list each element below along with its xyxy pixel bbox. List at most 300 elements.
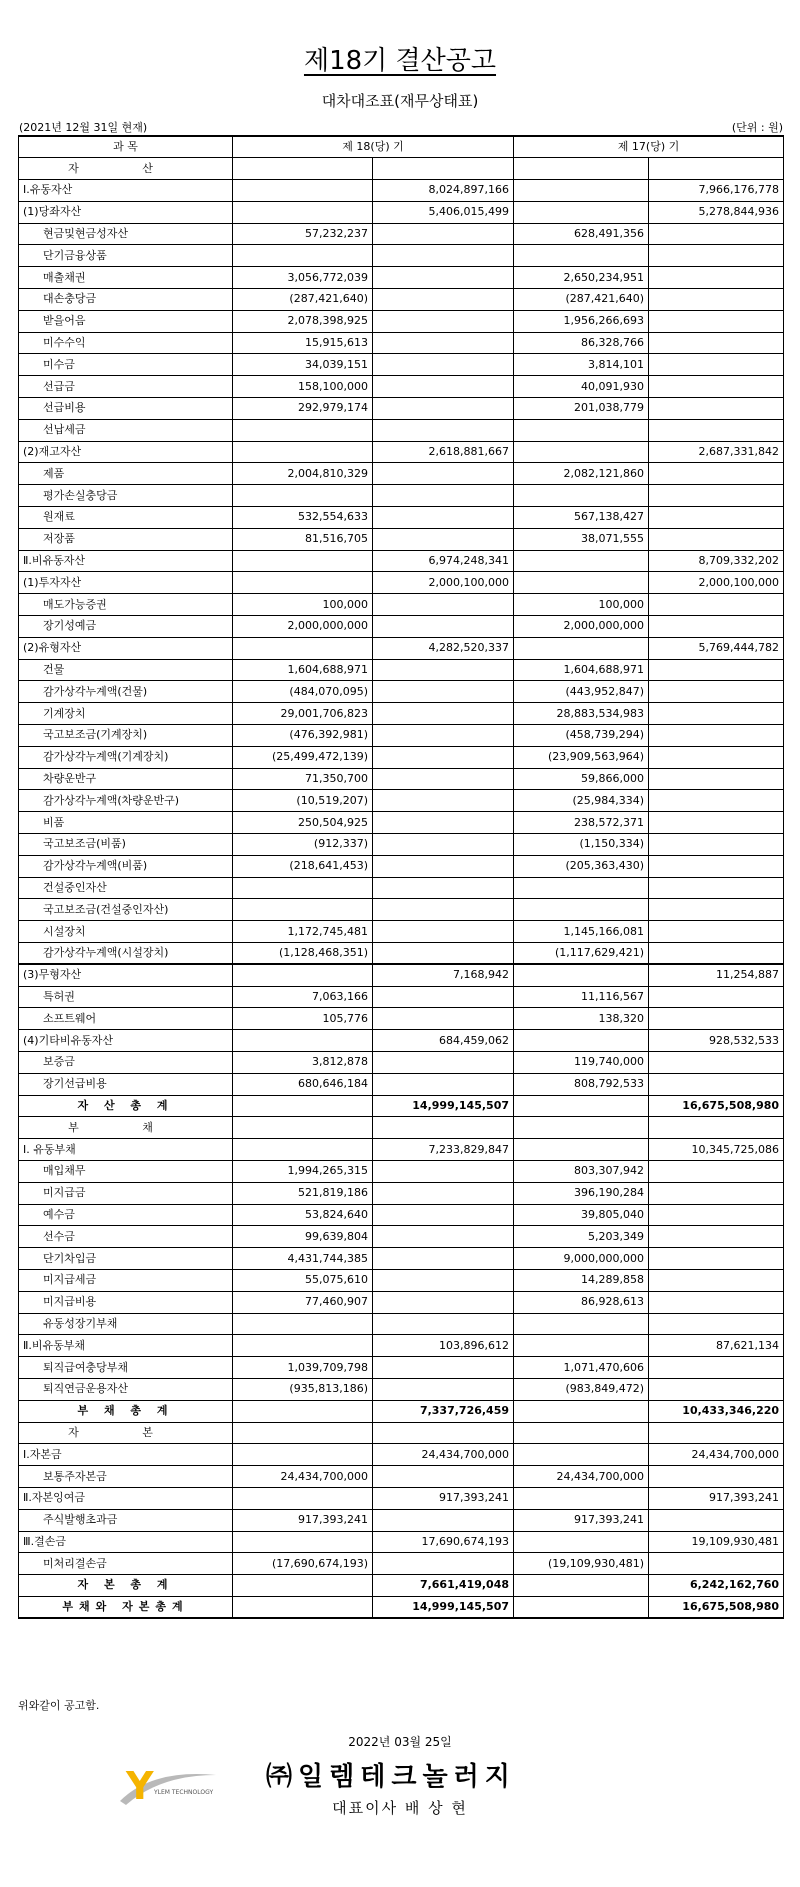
current-subtotal [373, 1248, 514, 1270]
account-name: (3)무형자산 [19, 964, 233, 986]
current-subtotal [373, 921, 514, 943]
current-subtotal [373, 1204, 514, 1226]
prior-subtotal [649, 1182, 784, 1204]
current-detail: 292,979,174 [233, 398, 373, 420]
table-row [19, 942, 784, 964]
table-row [19, 1378, 784, 1400]
prior-subtotal [649, 1378, 784, 1400]
current-detail: 77,460,907 [233, 1291, 373, 1313]
account-name: Ⅱ.비유동자산 [19, 550, 233, 572]
table-row [19, 310, 784, 332]
table-row [19, 681, 784, 703]
account-name: 자 본 총 계 [19, 1575, 233, 1597]
account-name: 미처리결손금 [19, 1553, 233, 1575]
announcement-date: 2022년 03월 25일 [348, 1735, 452, 1749]
current-subtotal [373, 834, 514, 856]
account-name: Ⅰ. 유동부채 [19, 1139, 233, 1161]
account-name: 자 산 [19, 158, 233, 180]
prior-subtotal: 6,242,162,760 [649, 1575, 784, 1597]
prior-subtotal [649, 376, 784, 398]
table-row [19, 1444, 784, 1466]
prior-detail: 86,928,613 [514, 1291, 649, 1313]
current-subtotal [373, 1160, 514, 1182]
prior-subtotal [649, 1357, 784, 1379]
current-subtotal: 2,000,100,000 [373, 572, 514, 594]
account-name: 예수금 [19, 1204, 233, 1226]
account-name: (2)재고자산 [19, 441, 233, 463]
prior-detail [514, 1117, 649, 1139]
prior-subtotal [649, 1291, 784, 1313]
prior-subtotal [649, 986, 784, 1008]
current-subtotal [373, 986, 514, 1008]
prior-subtotal: 11,254,887 [649, 964, 784, 986]
account-name: 선수금 [19, 1226, 233, 1248]
current-subtotal [373, 158, 514, 180]
current-subtotal: 8,024,897,166 [373, 180, 514, 202]
current-detail [233, 158, 373, 180]
account-name: 원재료 [19, 507, 233, 529]
account-name: 부 채 [19, 1117, 233, 1139]
current-detail [233, 964, 373, 986]
account-name: 감가상각누계액(비품) [19, 855, 233, 877]
table-row [19, 441, 784, 463]
page-title: 제18기 결산공고 [303, 46, 497, 76]
current-detail: 24,434,700,000 [233, 1466, 373, 1488]
current-detail [233, 1487, 373, 1509]
prior-detail: (205,363,430) [514, 855, 649, 877]
current-detail: (218,641,453) [233, 855, 373, 877]
prior-detail [514, 1139, 649, 1161]
current-detail: (17,690,674,193) [233, 1553, 373, 1575]
total-row [19, 1596, 784, 1618]
current-detail: (484,070,095) [233, 681, 373, 703]
account-name: 단기차입금 [19, 1248, 233, 1270]
table-row [19, 1051, 784, 1073]
account-name: 건물 [19, 659, 233, 681]
current-detail: 1,039,709,798 [233, 1357, 373, 1379]
account-name: 미수수익 [19, 332, 233, 354]
prior-detail [514, 550, 649, 572]
current-subtotal [373, 354, 514, 376]
current-detail [233, 550, 373, 572]
current-subtotal [373, 1553, 514, 1575]
table-row [19, 899, 784, 921]
prior-detail: 59,866,000 [514, 768, 649, 790]
prior-detail: (983,849,472) [514, 1378, 649, 1400]
account-name: Ⅰ.자본금 [19, 1444, 233, 1466]
current-detail [233, 1596, 373, 1618]
balance-sheet-table [18, 135, 784, 1619]
prior-detail: (1,150,334) [514, 834, 649, 856]
table-row [19, 1466, 784, 1488]
table-row [19, 877, 784, 899]
current-detail: 4,431,744,385 [233, 1248, 373, 1270]
current-detail [233, 1400, 373, 1422]
account-name: 감가상각누계액(기계장치) [19, 746, 233, 768]
prior-subtotal [649, 398, 784, 420]
prior-subtotal [649, 310, 784, 332]
prior-subtotal [649, 921, 784, 943]
current-subtotal: 7,168,942 [373, 964, 514, 986]
current-detail: 71,350,700 [233, 768, 373, 790]
prior-subtotal [649, 1117, 784, 1139]
table-row [19, 550, 784, 572]
table-row [19, 790, 784, 812]
table-row [19, 354, 784, 376]
current-subtotal [373, 1466, 514, 1488]
current-subtotal [373, 855, 514, 877]
current-detail [233, 1531, 373, 1553]
table-row [19, 1073, 784, 1095]
account-name: 국고보조금(비품) [19, 834, 233, 856]
prior-subtotal [649, 1269, 784, 1291]
current-subtotal [373, 245, 514, 267]
prior-subtotal [649, 1553, 784, 1575]
prior-subtotal: 8,709,332,202 [649, 550, 784, 572]
account-name: 저장품 [19, 528, 233, 550]
current-subtotal: 5,406,015,499 [373, 201, 514, 223]
account-name: 퇴직연금운용자산 [19, 1378, 233, 1400]
prior-detail: 1,956,266,693 [514, 310, 649, 332]
account-name: 특허권 [19, 986, 233, 1008]
current-subtotal [373, 267, 514, 289]
prior-detail [514, 441, 649, 463]
total-row [19, 1400, 784, 1422]
current-subtotal [373, 942, 514, 964]
account-name: Ⅰ.유동자산 [19, 180, 233, 202]
current-subtotal [373, 463, 514, 485]
current-subtotal [373, 1226, 514, 1248]
account-name: Ⅱ.비유동부채 [19, 1335, 233, 1357]
current-subtotal [373, 376, 514, 398]
prior-subtotal [649, 528, 784, 550]
current-detail: (912,337) [233, 834, 373, 856]
account-name: 부채와 자본총계 [19, 1596, 233, 1618]
prior-detail: 28,883,534,983 [514, 703, 649, 725]
table-row [19, 376, 784, 398]
current-detail: 3,056,772,039 [233, 267, 373, 289]
prior-subtotal: 5,278,844,936 [649, 201, 784, 223]
account-name: 차량운반구 [19, 768, 233, 790]
current-subtotal [373, 681, 514, 703]
prior-detail: (1,117,629,421) [514, 942, 649, 964]
prior-subtotal [649, 703, 784, 725]
logo-text: YLEM TECHNOLOGY [154, 1789, 214, 1796]
prior-detail: 2,650,234,951 [514, 267, 649, 289]
prior-detail [514, 899, 649, 921]
account-name: 주식발행초과금 [19, 1509, 233, 1531]
account-name: 기계장치 [19, 703, 233, 725]
current-subtotal [373, 310, 514, 332]
current-subtotal [373, 223, 514, 245]
prior-subtotal [649, 1226, 784, 1248]
current-detail [233, 1335, 373, 1357]
current-subtotal [373, 1313, 514, 1335]
current-subtotal [373, 398, 514, 420]
unit-label: (단위 : 원) [731, 121, 783, 134]
current-subtotal [373, 1182, 514, 1204]
table-row [19, 812, 784, 834]
current-detail: 53,824,640 [233, 1204, 373, 1226]
table-row [19, 1313, 784, 1335]
current-subtotal [373, 790, 514, 812]
current-subtotal: 2,618,881,667 [373, 441, 514, 463]
prior-subtotal [649, 463, 784, 485]
prior-subtotal [649, 1204, 784, 1226]
current-detail: 1,172,745,481 [233, 921, 373, 943]
account-name: 대손충당금 [19, 289, 233, 311]
current-detail: 3,812,878 [233, 1051, 373, 1073]
current-detail: 99,639,804 [233, 1226, 373, 1248]
prior-detail: 1,145,166,081 [514, 921, 649, 943]
current-detail [233, 1030, 373, 1052]
prior-subtotal: 10,433,346,220 [649, 1400, 784, 1422]
current-subtotal [373, 594, 514, 616]
table-row [19, 768, 784, 790]
current-subtotal: 7,233,829,847 [373, 1139, 514, 1161]
prior-detail: 38,071,555 [514, 528, 649, 550]
account-name: 부 채 총 계 [19, 1400, 233, 1422]
account-name: (1)투자자산 [19, 572, 233, 594]
account-name: 매입채무 [19, 1160, 233, 1182]
section-row [19, 158, 784, 180]
prior-subtotal [649, 1466, 784, 1488]
account-name: 유동성장기부채 [19, 1313, 233, 1335]
account-name: 장기성예금 [19, 616, 233, 638]
current-subtotal [373, 877, 514, 899]
table-row [19, 180, 784, 202]
prior-subtotal [649, 942, 784, 964]
table-row [19, 746, 784, 768]
prior-detail [514, 158, 649, 180]
current-subtotal [373, 659, 514, 681]
current-detail: (25,499,472,139) [233, 746, 373, 768]
account-name: 미지급비용 [19, 1291, 233, 1313]
prior-detail: 628,491,356 [514, 223, 649, 245]
prior-detail: 808,792,533 [514, 1073, 649, 1095]
prior-subtotal [649, 289, 784, 311]
table-row [19, 921, 784, 943]
current-subtotal [373, 1051, 514, 1073]
prior-subtotal [649, 725, 784, 747]
current-detail [233, 899, 373, 921]
account-name: Ⅱ.자본잉여금 [19, 1487, 233, 1509]
prior-detail: 201,038,779 [514, 398, 649, 420]
current-detail [233, 201, 373, 223]
total-row [19, 1575, 784, 1597]
current-subtotal: 4,282,520,337 [373, 637, 514, 659]
current-subtotal [373, 1291, 514, 1313]
current-detail: 680,646,184 [233, 1073, 373, 1095]
table-row [19, 332, 784, 354]
prior-subtotal: 928,532,533 [649, 1030, 784, 1052]
prior-subtotal: 10,345,725,086 [649, 1139, 784, 1161]
prior-subtotal: 2,687,331,842 [649, 441, 784, 463]
footer-note: 위와같이 공고함. [18, 1699, 100, 1712]
prior-subtotal [649, 1248, 784, 1270]
table-row [19, 1531, 784, 1553]
table-meta [19, 117, 783, 135]
prior-subtotal [649, 681, 784, 703]
prior-subtotal: 16,675,508,980 [649, 1095, 784, 1117]
prior-subtotal [649, 245, 784, 267]
account-name: 받을어음 [19, 310, 233, 332]
prior-detail: 24,434,700,000 [514, 1466, 649, 1488]
current-subtotal [373, 289, 514, 311]
current-detail: 1,604,688,971 [233, 659, 373, 681]
current-subtotal [373, 507, 514, 529]
prior-detail: 2,082,121,860 [514, 463, 649, 485]
table-row [19, 1182, 784, 1204]
account-name: 보증금 [19, 1051, 233, 1073]
prior-subtotal [649, 354, 784, 376]
account-name: (4)기타비유동자산 [19, 1030, 233, 1052]
current-detail: (476,392,981) [233, 725, 373, 747]
table-row [19, 267, 784, 289]
prior-detail: (19,109,930,481) [514, 1553, 649, 1575]
prior-detail: 11,116,567 [514, 986, 649, 1008]
header-current-period: 제 18(당) 기 [233, 136, 514, 158]
table-row [19, 201, 784, 223]
account-name: 미수금 [19, 354, 233, 376]
table-header-row [19, 136, 784, 158]
prior-subtotal [649, 1422, 784, 1444]
prior-subtotal [649, 1008, 784, 1030]
current-subtotal [373, 1509, 514, 1531]
prior-subtotal: 7,966,176,778 [649, 180, 784, 202]
prior-detail: 100,000 [514, 594, 649, 616]
account-name: 현금및현금성자산 [19, 223, 233, 245]
current-detail: 917,393,241 [233, 1509, 373, 1531]
company-name: ㈜일렘테크놀러지 [266, 1762, 516, 1792]
account-name: 건설중인자산 [19, 877, 233, 899]
current-detail: 105,776 [233, 1008, 373, 1030]
table-row [19, 1226, 784, 1248]
prior-detail: (23,909,563,964) [514, 746, 649, 768]
prior-subtotal [649, 1051, 784, 1073]
current-subtotal [373, 1008, 514, 1030]
table-row [19, 1248, 784, 1270]
table-row [19, 964, 784, 986]
prior-detail: 567,138,427 [514, 507, 649, 529]
prior-detail [514, 485, 649, 507]
current-subtotal [373, 419, 514, 441]
prior-detail: 396,190,284 [514, 1182, 649, 1204]
current-detail: 55,075,610 [233, 1269, 373, 1291]
prior-subtotal [649, 616, 784, 638]
prior-detail: (443,952,847) [514, 681, 649, 703]
account-name: 선급금 [19, 376, 233, 398]
prior-detail: 3,814,101 [514, 354, 649, 376]
current-subtotal [373, 485, 514, 507]
prior-detail [514, 1422, 649, 1444]
table-row [19, 528, 784, 550]
prior-detail [514, 1335, 649, 1357]
account-name: 감가상각누계액(차량운반구) [19, 790, 233, 812]
current-detail [233, 1139, 373, 1161]
prior-subtotal [649, 1160, 784, 1182]
account-name: 보통주자본금 [19, 1466, 233, 1488]
prior-detail: 5,203,349 [514, 1226, 649, 1248]
section-row [19, 1117, 784, 1139]
table-row [19, 398, 784, 420]
current-subtotal: 14,999,145,507 [373, 1095, 514, 1117]
prior-subtotal [649, 1073, 784, 1095]
current-subtotal: 7,661,419,048 [373, 1575, 514, 1597]
current-detail: 15,915,613 [233, 332, 373, 354]
current-subtotal [373, 703, 514, 725]
prior-detail [514, 201, 649, 223]
current-detail: 34,039,151 [233, 354, 373, 376]
prior-subtotal [649, 223, 784, 245]
prior-subtotal [649, 812, 784, 834]
prior-subtotal: 917,393,241 [649, 1487, 784, 1509]
table-row [19, 725, 784, 747]
prior-subtotal [649, 659, 784, 681]
account-name: 시설장치 [19, 921, 233, 943]
current-subtotal: 14,999,145,507 [373, 1596, 514, 1618]
date-label: (2021년 12월 31일 현재) [19, 121, 148, 134]
account-name: Ⅲ.결손금 [19, 1531, 233, 1553]
prior-detail: 9,000,000,000 [514, 1248, 649, 1270]
prior-subtotal [649, 834, 784, 856]
prior-detail [514, 1095, 649, 1117]
prior-detail: 238,572,371 [514, 812, 649, 834]
table-row [19, 289, 784, 311]
current-subtotal [373, 768, 514, 790]
prior-detail: 40,091,930 [514, 376, 649, 398]
prior-detail [514, 180, 649, 202]
current-detail [233, 1422, 373, 1444]
prior-detail: 917,393,241 [514, 1509, 649, 1531]
current-detail [233, 637, 373, 659]
table-row [19, 507, 784, 529]
current-detail [233, 245, 373, 267]
table-row [19, 1030, 784, 1052]
current-subtotal: 103,896,612 [373, 1335, 514, 1357]
current-subtotal: 17,690,674,193 [373, 1531, 514, 1553]
current-detail: 2,078,398,925 [233, 310, 373, 332]
header-account: 과 목 [19, 136, 233, 158]
current-detail: 1,994,265,315 [233, 1160, 373, 1182]
account-name: 감가상각누계액(시설장치) [19, 942, 233, 964]
table-row [19, 855, 784, 877]
table-row [19, 572, 784, 594]
prior-subtotal: 16,675,508,980 [649, 1596, 784, 1618]
table-row [19, 1008, 784, 1030]
prior-detail: (458,739,294) [514, 725, 649, 747]
table-row [19, 463, 784, 485]
account-name: 자 산 총 계 [19, 1095, 233, 1117]
prior-detail: 39,805,040 [514, 1204, 649, 1226]
current-detail: 57,232,237 [233, 223, 373, 245]
account-name: 자 본 [19, 1422, 233, 1444]
current-subtotal [373, 1117, 514, 1139]
current-subtotal: 7,337,726,459 [373, 1400, 514, 1422]
prior-detail [514, 1596, 649, 1618]
current-detail [233, 180, 373, 202]
prior-subtotal [649, 768, 784, 790]
header-prior-period: 제 17(당) 기 [514, 136, 784, 158]
account-name: 미지급금 [19, 1182, 233, 1204]
current-detail: 532,554,633 [233, 507, 373, 529]
table-row [19, 1509, 784, 1531]
current-subtotal: 684,459,062 [373, 1030, 514, 1052]
current-detail [233, 877, 373, 899]
current-detail [233, 1444, 373, 1466]
prior-detail [514, 877, 649, 899]
page-subtitle: 대차대조표(재무상태표) [321, 92, 479, 110]
